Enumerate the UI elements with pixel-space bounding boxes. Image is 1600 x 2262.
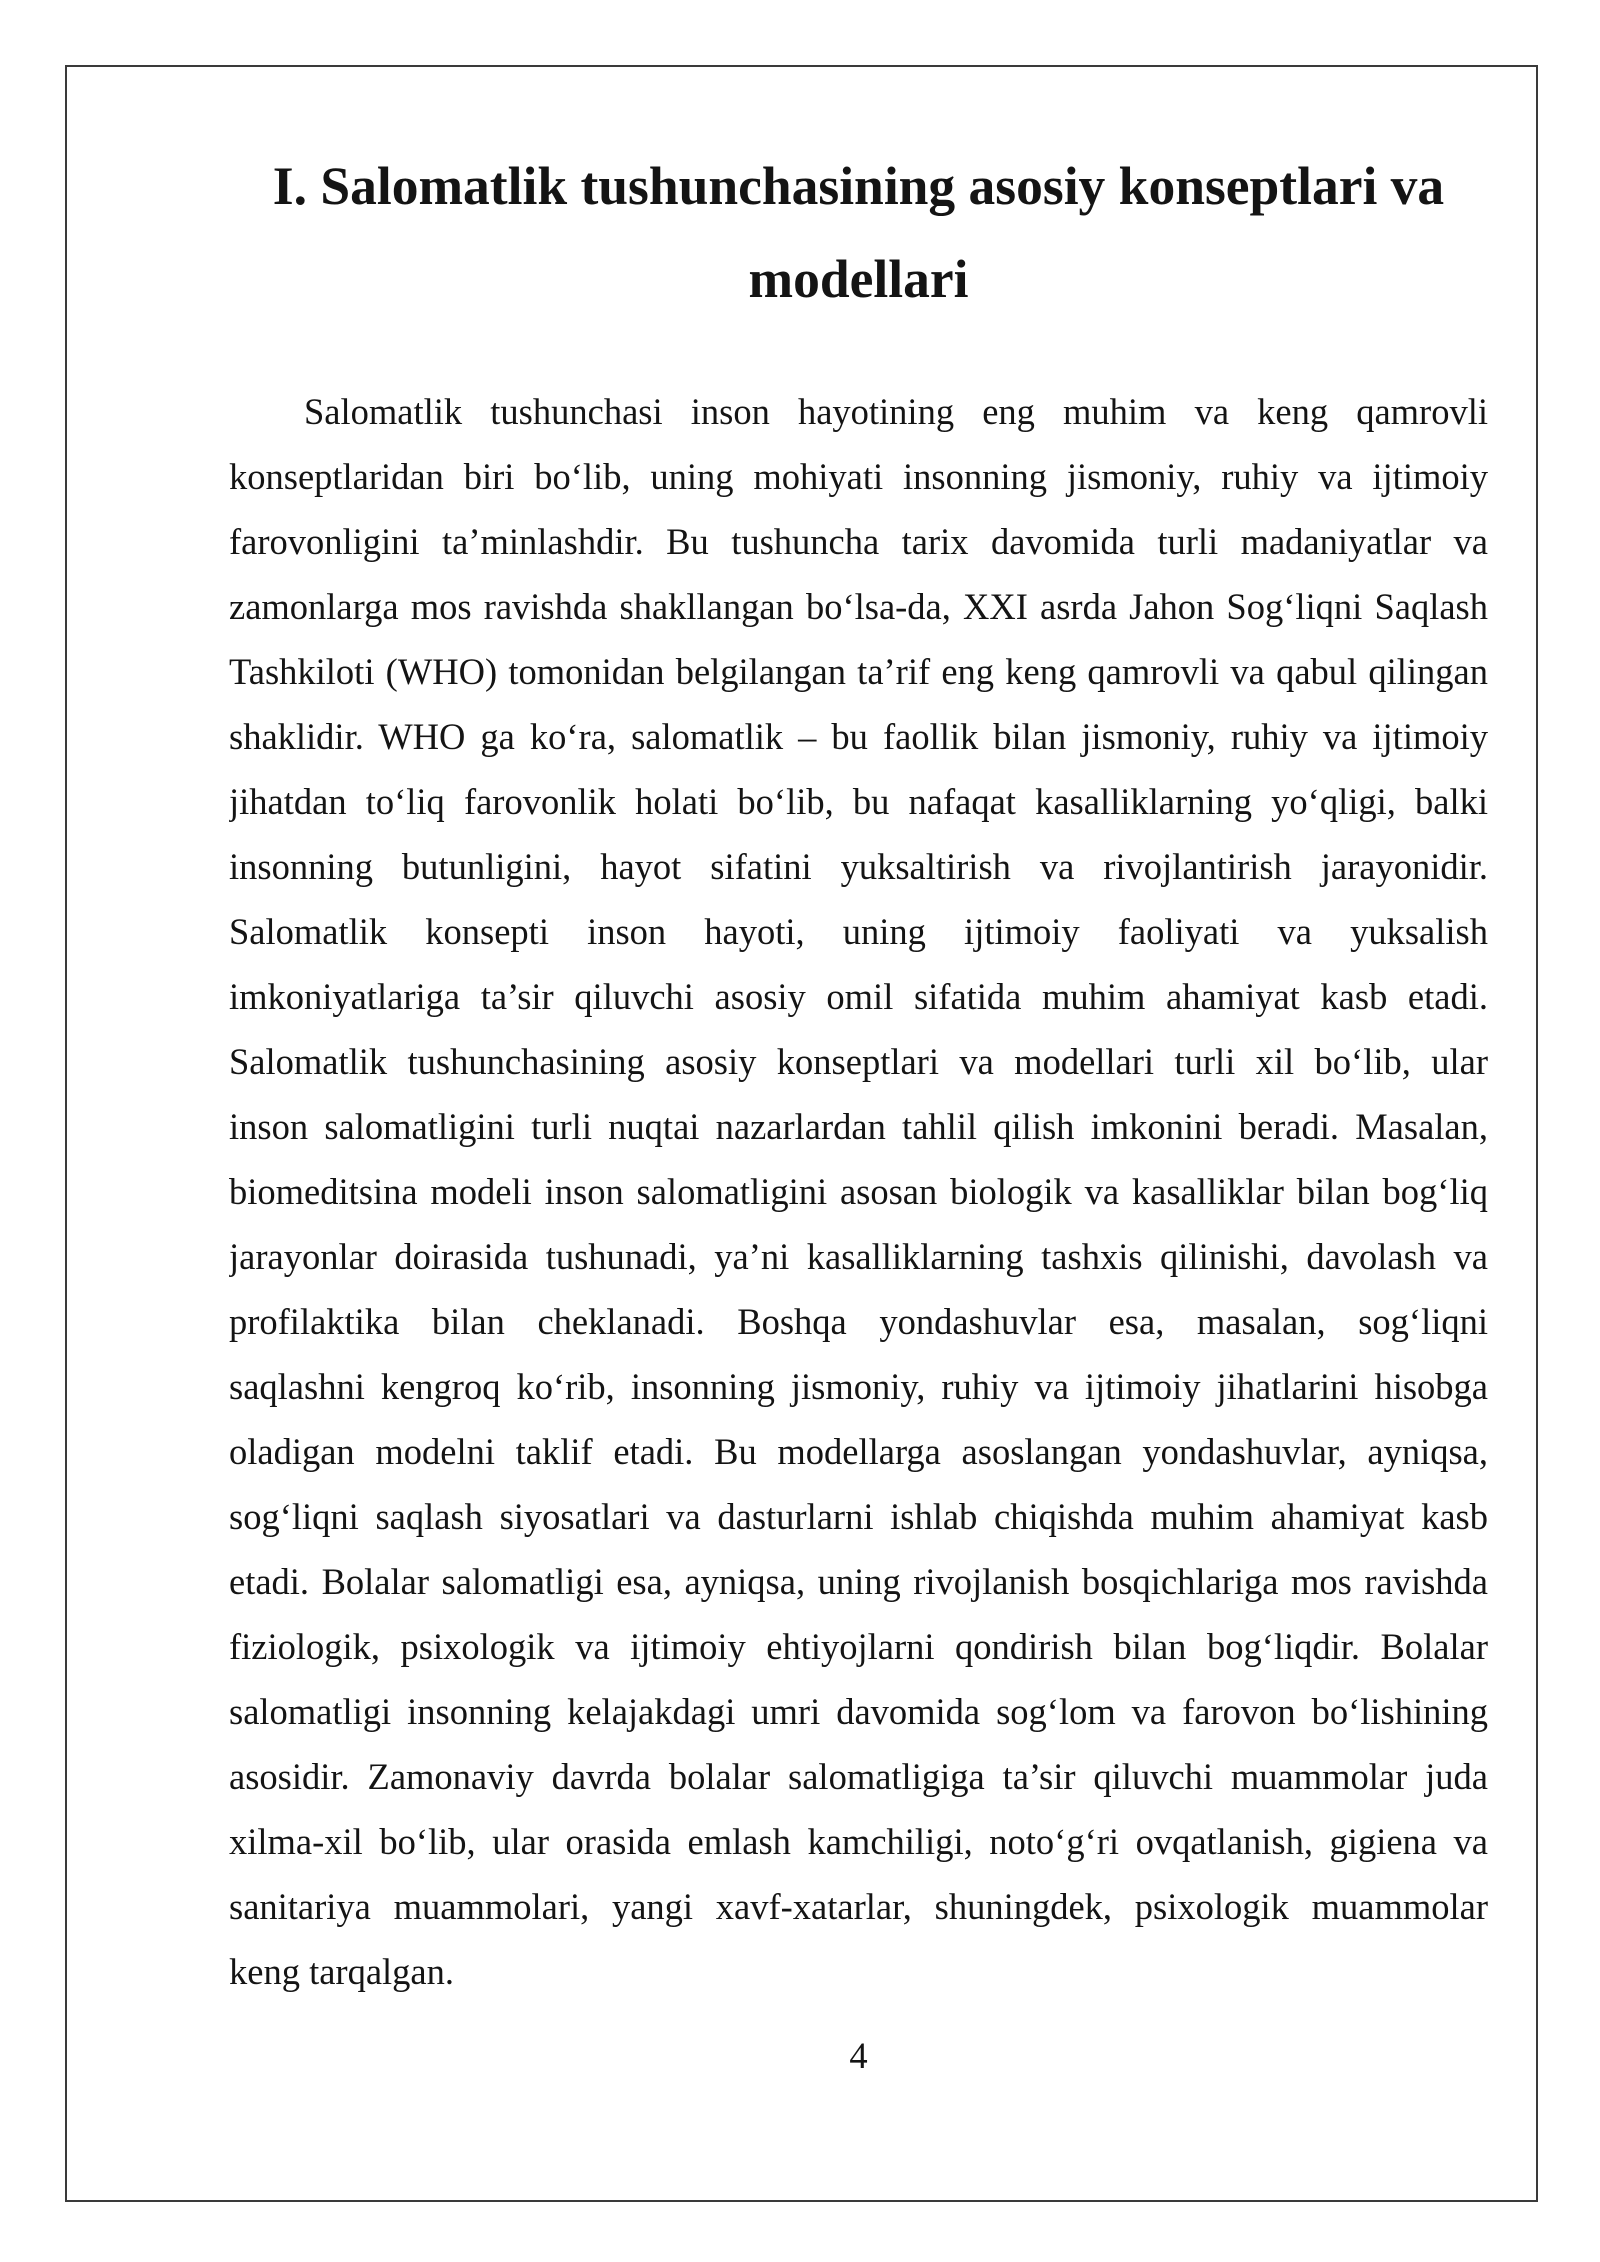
paragraph-line: Salomatlik tushunchasining asosiy konseptlari va modellari turli xil bo‘lib, ular	[229, 1041, 1488, 1082]
paragraph-line: zamonlarga mos ravishda shakllangan bo‘lsa-da, XXI asrda Jahon Sog‘liqni Saqlash	[229, 586, 1488, 627]
body-paragraph	[229, 379, 1488, 2004]
paragraph-line: sanitariya muammolari, yangi xavf-xatarlar, shuningdek, psixologik muammolar	[229, 1886, 1488, 1927]
paragraph-line: biomeditsina modeli inson salomatligini asosan biologik va kasalliklar bilan bog‘liq	[229, 1171, 1488, 1212]
paragraph-line: xilma-xil bo‘lib, ular orasida emlash kamchiligi, noto‘g‘ri ovqatlanish, gigiena va	[229, 1821, 1488, 1862]
paragraph-line: farovonligini ta’minlashdir. Bu tushuncha tarix davomida turli madaniyatlar va	[229, 521, 1488, 562]
section-title: I. Salomatlik tushunchasining asosiy konseptlari va modellari	[272, 156, 1445, 309]
paragraph-line: fiziologik, psixologik va ijtimoiy ehtiyojlarni qondirish bilan bog‘liqdir. Bolalar	[229, 1626, 1488, 1667]
paragraph-line: profilaktika bilan cheklanadi. Boshqa yondashuvlar esa, masalan, sog‘liqni	[229, 1301, 1488, 1342]
paragraph-line: salomatligi insonning kelajakdagi umri davomida sog‘lom va farovon bo‘lishining	[229, 1691, 1488, 1732]
paragraph-line: saqlashni kengroq ko‘rib, insonning jismoniy, ruhiy va ijtimoiy jihatlarini hisobga	[229, 1366, 1488, 1407]
page-number: 4	[849, 2035, 868, 2076]
paragraph-line: sog‘liqni saqlash siyosatlari va dasturlarni ishlab chiqishda muhim ahamiyat kasb	[229, 1496, 1488, 1537]
paragraph-line: jarayonlar doirasida tushunadi, ya’ni kasalliklarning tashxis qilinishi, davolash va	[229, 1236, 1488, 1277]
paragraph-line: oladigan modelni taklif etadi. Bu modellarga asoslangan yondashuvlar, ayniqsa,	[229, 1431, 1488, 1472]
paragraph-line: Salomatlik konsepti inson hayoti, uning ijtimoiy faoliyati va yuksalish	[229, 911, 1488, 952]
paragraph-line: insonning butunligini, hayot sifatini yuksaltirish va rivojlantirish jarayonidir.	[229, 846, 1488, 887]
paragraph-line: keng tarqalgan.	[229, 1951, 454, 1992]
paragraph-line: Salomatlik tushunchasi inson hayotining eng muhim va keng qamrovli	[304, 391, 1488, 432]
paragraph-line: etadi. Bolalar salomatligi esa, ayniqsa, uning rivojlanish bosqichlariga mos ravishda	[229, 1561, 1488, 1602]
paragraph-line: Tashkiloti (WHO) tomonidan belgilangan ta’rif eng keng qamrovli va qabul qilingan	[229, 651, 1488, 692]
paragraph-line: shaklidir. WHO ga ko‘ra, salomatlik – bu faollik bilan jismoniy, ruhiy va ijtimoiy	[229, 716, 1488, 757]
paragraph-line: inson salomatligini turli nuqtai nazarlardan tahlil qilish imkonini beradi. Masalan,	[229, 1106, 1488, 1147]
paragraph-line: konseptlaridan biri bo‘lib, uning mohiyati insonning jismoniy, ruhiy va ijtimoiy	[229, 456, 1488, 497]
paragraph-line: jihatdan to‘liq farovonlik holati bo‘lib, bu nafaqat kasalliklarning yo‘qligi, balki	[229, 781, 1488, 822]
paragraph-line: imkoniyatlariga ta’sir qiluvchi asosiy omil sifatida muhim ahamiyat kasb etadi.	[229, 976, 1488, 1017]
paragraph-line: asosidir. Zamonaviy davrda bolalar salomatligiga ta’sir qiluvchi muammolar juda	[229, 1756, 1488, 1797]
